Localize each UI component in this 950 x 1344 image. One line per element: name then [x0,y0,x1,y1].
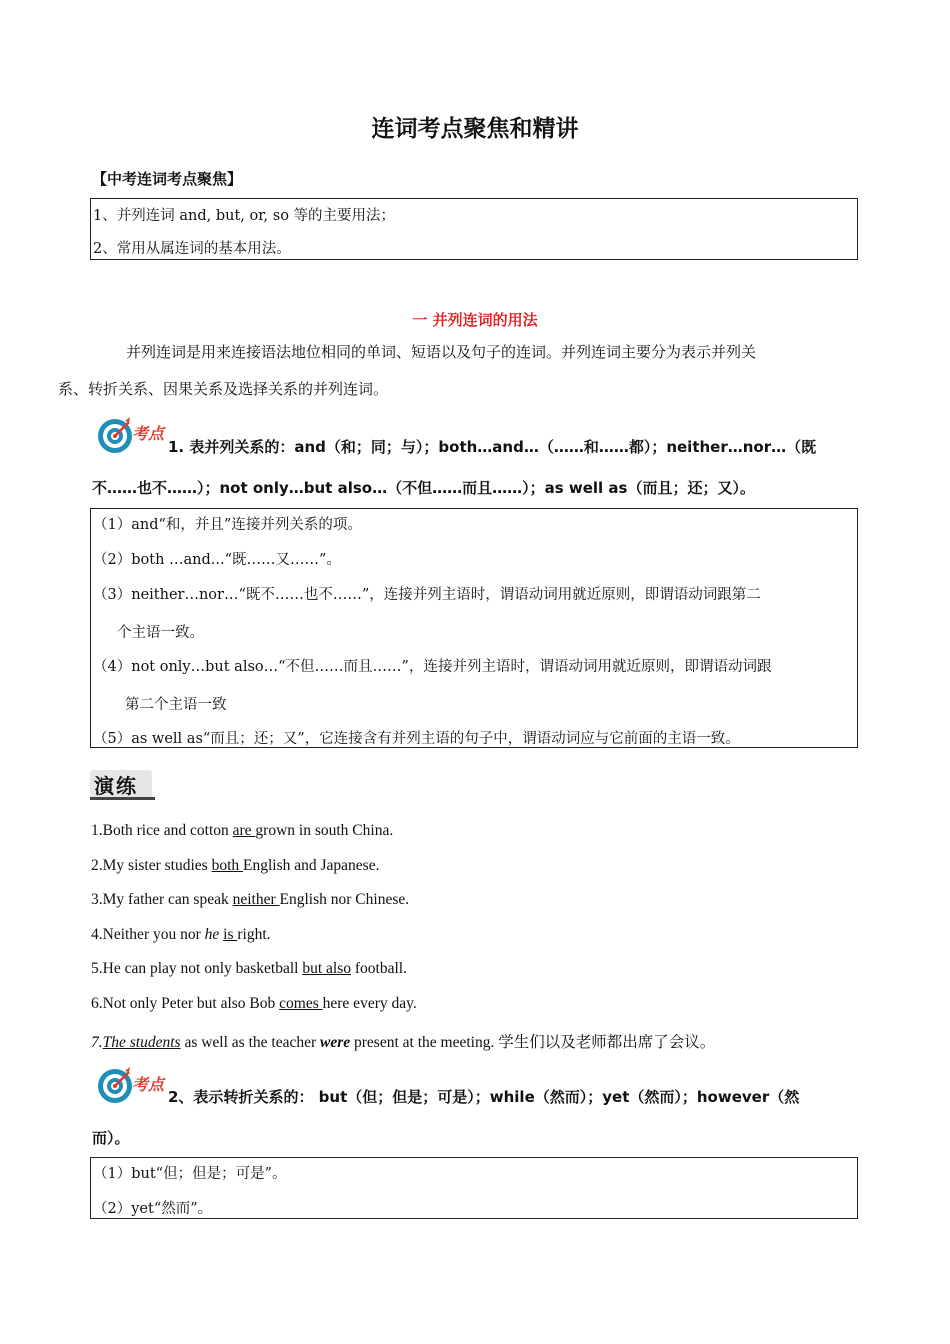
example-6: 6.Not only Peter but also Bob comes here every day. [91,995,417,1012]
key-point-label: 考点 [132,424,165,443]
focus-heading: 【中考连词考点聚焦】 [92,170,243,188]
focus-item: 2、常用从属连词的基本用法。 [93,241,291,257]
point2-line-1: 2、表示转折关系的： but（但；但是；可是）；while（然而）；yet（然而）；however（然 [168,1088,800,1106]
focus-box [90,198,858,260]
rule-item: （3）neither…nor…“既不……也不……”，连接并列主语时，谓语动词用就近原则，即谓语动词跟第二 [93,587,761,603]
example-3: 3.My father can speak neither English nor Chinese. [91,891,410,908]
example-5: 5.He can play not only basketball but also football. [91,960,407,977]
key-point-label: 考点 [132,1075,165,1094]
point2-line-2: 而）。 [92,1129,130,1147]
rule-item: （4）not only…but also…“不但……而且……”，连接并列主语时，谓语动词用就近原则，即谓语动词跟 [93,659,772,675]
rule-item-continued: 个主语一致。 [117,625,204,641]
rule-item: （1）but“但；但是；可是”。 [93,1166,287,1182]
point1-line-2: 不……也不……）；not only…but also…（不但……而且……）；as well as（而且；还；又）。 [92,479,755,497]
intro-line-1: 并列连词是用来连接语法地位相同的单词、短语以及句子的连词。并列连词主要分为表示并列关 [126,343,757,361]
practice-label: 演练 [94,774,138,798]
example-7: 7.The students as well as the teacher were present at the meeting. 学生们以及老师都出席了会议。 [91,1034,716,1051]
rule-item: （5）as well as“而且；还；又”，它连接含有并列主语的句子中，谓语动词应与它前面的主语一致。 [93,731,740,747]
rules-box-2 [90,1157,858,1219]
focus-item: 1、并列连词 and, but, or, so 等的主要用法； [93,208,396,224]
example-1: 1.Both rice and cotton are grown in south China. [91,822,394,839]
rule-item: （2）yet“然而”。 [93,1201,213,1217]
rule-item-continued: 第二个主语一致 [125,697,227,713]
rules-box-1 [90,508,858,748]
example-2: 2.My sister studies both English and Japanese. [91,857,380,874]
intro-paragraph [58,334,858,408]
rule-item: （1）and“和，并且”连接并列关系的项。 [93,517,362,533]
page-title: 连词考点聚焦和精讲 [371,116,579,142]
section-title: 一 并列连词的用法 [412,311,538,329]
rule-item: （2）both …and...“既……又……”。 [93,552,341,568]
point1-line-1: 1. 表并列关系的：and（和；同；与）；both…and…（……和……都）；neither…nor…（既 [168,438,817,456]
practice-badge [90,768,155,800]
intro-line-2: 系、转折关系、因果关系及选择关系的并列连词。 [58,380,389,398]
example-4: 4.Neither you nor he is right. [91,926,271,943]
